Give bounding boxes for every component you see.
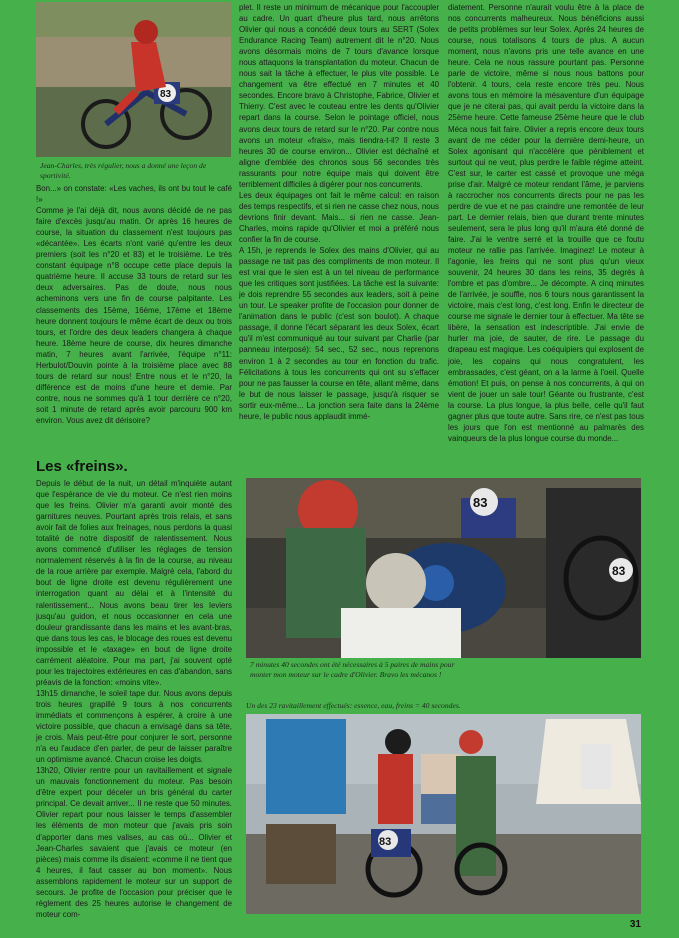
refuelling-illustration — [246, 714, 641, 914]
photo-mechanics — [246, 478, 641, 658]
paragraph: 13h20, Olivier rentre pour un ravitaillement et signale un mauvais fonctionnement du moteur. Pas besoin d'être expert pour déceler un bris général du carter principal. Ce devait arriver... Il ne reste que 50 minutes. Olivier repart pour nous laisser le temps d'assembler les éléments de mon moteur que j'avais pris soin d'apporter dans mes valises, au cas où... Olivier et Jean-Charles savaient que j'avais ce moteur (en pièces) mais comme ils disaient: «comme il ne tient que 4 heures, il faut casser au bon moment». Nous assemblons rapidement le moteur sur un support de secours. Je profite de l'occasion pour préciser que le règlement des 25 heures autorise le changement de moteur com- — [36, 766, 232, 919]
section-heading: Les «freins». — [36, 458, 128, 475]
column-3 — [448, 2, 644, 477]
caption-top-left: Jean-Charles, très régulier, nous a donné une leçon de sportivité. — [40, 161, 207, 180]
rider-illustration — [36, 2, 231, 157]
bike-number-middle-b: 83 — [612, 564, 626, 578]
mechanics-illustration — [246, 478, 641, 658]
photo-refuelling — [246, 714, 641, 914]
caption-middle: 7 minutes 40 secondes ont été nécessaires à 5 paires de mains pour monter mon moteur sur le cadre d'Olivier. Bravo les mécanos ! — [250, 660, 455, 679]
photo-rider-track — [36, 2, 231, 157]
paragraph: Les deux équipages ont fait le même calcul: en raison des temps respectifs, et si rien ne casse chez nous, nous devrions finir devant. Mais... si rien ne casse. Jean-Charles, moins rapide qu'Olivier et moi a préféré nous confier la fin de course. — [239, 190, 439, 244]
column-2 — [239, 2, 439, 477]
column-1-upper — [36, 183, 232, 453]
paragraph: A 15h, je reprends le Solex des mains d'Olivier, qui au passage ne tait pas des compliments de mon moteur. Il est vrai que le sien est à un tel niveau de performance que les critiques sont justifiées. La tâche est la suivante: je dois reprendre 55 secondes aux leaders, soit à peine un tour. Le speaker profite de l'occasion pour donner de l'animation dans le public (c'est son boulot). A chaque passage, il donne l'écart séparant les deux Solex, écart qu'il m'est communiqué au tour suivant par Charlie (par panneau interposé): 54 sec., 52 sec., nous reprenons environ 1 à 2 secondes au tour en fonction du trafic. Félicitations à tous les concurrents qui ont su s'effacer pour ne pas fausser la course en tête, allant même, dans le but de nous laisser le passage, jusqu'à risquer se sortir eux-même... La jonction sera faite dans la 24ème heure, le public nous applaudit immé- — [239, 246, 439, 421]
bike-number-middle-a: 83 — [473, 495, 488, 510]
bike-number-top: 83 — [160, 89, 172, 100]
paragraph: 13h15 dimanche, le soleil tape dur. Nous avons depuis trois heures grapillé 9 tours à nos concurrents immédiats et commençons à espérer, à croire à une victoire possible, que chacun a envisagé dans sa tête, je crois. Mais peut-être pour conjurer le sort, personne n'a eu l'audace d'en parler, de peur de laisser paraître un optimisme avancé. Chacun croise les doigts. — [36, 688, 232, 765]
paragraph: Bon...» on constate: «Les vaches, ils ont bu tout le café !» — [36, 184, 232, 205]
column-1-lower — [36, 478, 232, 938]
paragraph: Comme je l'ai déjà dit, nous avons décidé de ne pas faire d'excès jusqu'au matin. Or après 16 heures de course, la situation du classement n'est toujours pas «décantée». Les écarts n'ont varié qu'entre les deux premiers (soit les n°20 et 83) et le troisième. Le très constant équipage n°8 occupe cette place depuis la quatrième heure. Il accuse 33 tours de retard sur les deux adversaires. Pas de doute, nous nous acheminons vers une fin de course palpitante. Les classements des 15ème, 16ème, 17ème et 18ème heure donnent toujours le même écart de deux ou trois tours, et l'ordre des deux leaders changera à chaque heure. 18ème heure de course, dix heures dimanche matin, 7 heures avant l'arrivée, l'équipe n°11: Herbulot/Douvin pointe à la troisième place avec 88 tours de retard sur nous! Entre nous et le n°20, la différence est de moins d'une heure et demie. Par contre, nous ne sommes qu'à 1 tour derrière ce n°20, soit 1 minute de retard après avoir parcouru 900 km environ. Vous avez dit dérisoire? — [36, 206, 232, 425]
paragraph: Depuis le début de la nuit, un détail m'inquiète autant que l'espérance de vie du moteur. Ce n'est rien moins que les freins. Olivier m'a garanti avoir monté des garnitures neuves. Pourtant après trois relais, et sans avoir fait de folies aux freinages, nous perdons la quasi totalité de notre dispositif de ralentissement. Nous avons commencé d'utiliser les réglages de tension normalement réservés à la fin de la course, au niveau de la roue arrière par exemple. Malgré cela, l'abord du bout de ligne droite est devenu régulièrement une interrogation quant au délai et à l'intensité du ralentissement... Nous avons beau tirer les leviers jusqu'au guidon, et nous occasionner en cela une douleur grandissante dans les mains et les avant-bras, que dans tous les cas, le blocage des roues est devenu impossible et le «taxage» en bout de ligne droite carrément aléatoire. Pour ma part, j'ai souvent opté pour les trajectoires extérieures en cas d'abandon, sans préavis de la fonction: «moins vite». — [36, 479, 232, 687]
bike-number-bottom: 83 — [379, 836, 392, 848]
paragraph: diatement. Personne n'aurait voulu être à la place de nos concurrents malheureux. Nous bénéficions aussi de petits problèmes sur leur Solex. Après 24 heures de course, nous totalisons 4 tours de plus. A aucun moment, nous n'avons pris une telle avance en une heure. Cela ne nous rassure pourtant pas. Personne parle de victoire, même si nous nous battons pour l'obtenir. 4 tours, cela reste encore très peu. Nous avons tous en mémoire la mésaventure d'un équipage que je ne citerai pas, qui avait perdu la victoire dans la 25ème heure. Cette fameuse 25ème heure que le club Méca nous fait faire. Olivier a repris encore deux tours avant de me céder pour la dernière demi-heure, un Solex agonisant qui n'accélère que péniblement et surtout qui ne veut, plus perdre le faible régime atteint. C'est sur, le carter est cassé et provoque une méga prise d'air. Malgré ce moteur rendant l'âme, je parviens à raccrocher nos concurrents directs pour ne pas les perdre de vue et ne pas craindre une remontée de leur part. Le dernier relais, bien que durant trente minutes seulement, sera le plus long qu'il m'aura été donné de faire. J'ai le ventre serré et la trouille que ce foutu moteur ne rallie pas l'arrivée. Imaginez! Le moteur à l'agonie, les freins qui ne sont plus qu'un vieux souvenir, 24 heures 30 dans les reins, 35 degrés à l'ombre et pas d'ombre... Je décompte. A cinq minutes de l'arrivée, je souffle, nos 6 tours nous garantissent la victoire, mais c'est long, c'est long. Enfin le directeur de course me signale le dernier tour à effectuer. Ma tête se libère, la sensation est indescriptible. J'ai envie de hurler ma joie, de sauter, de rire. Le passage du drapeau est magique. Les coéquipiers qui explosent de joie, les copains qui nous congratulent, les embrassades, c'est géant, on a la larme à l'oeil. Quelle émotion! Et puis, on pense à nos concurrents, à qui on vient de jouer un sale tour! Géante ou frustrante, c'est la course. La plus longue, la plus belle, celle qu'il faut gagner plus que toute autre. Sans rire, ce n'est pas tous les jours que l'on est mentionné au palmarès des vainqueurs de la plus longue course du monde... — [448, 3, 644, 443]
page-number: 31 — [629, 919, 641, 930]
caption-bottom: Un des 23 ravitaillement effectués: essence, eau, freins = 40 secondes. — [246, 701, 461, 710]
paragraph: plet. Il reste un minimum de mécanique pour l'accoupler au cadre. Un quart d'heure plus tard, nous arrêtons Olivier qui nous a concédé deux tours au SERT (Solex Endurance Racing Team) autrement dit le n°20. Nous avons désormais moins de 7 tours d'avance lorsque nous attaquons la transplantation du moteur. Chacun de nous sait la tâche à effectuer, le plus vite possible. Le changement va être effectué en 7 minutes et 40 secondes. Encore bravo à Christophe, Fabrice, Olivier et Thierry. C'est avec le couteau entre les dents qu'Olivier repart dans la course. Selon le pointage officiel, nous avons deux tours de retard sur le n°20. Par contre nous avons un moteur «frais», mais tiendra-t-il? Il reste 3 heures 30 de course environ... Olivier est déchaîné et aligne d'emblée des chronos sous 56 secondes très rassurants pour notre équipe mais qui doivent être terriblement difficiles à digérer pour nos concurrents. — [239, 3, 439, 189]
